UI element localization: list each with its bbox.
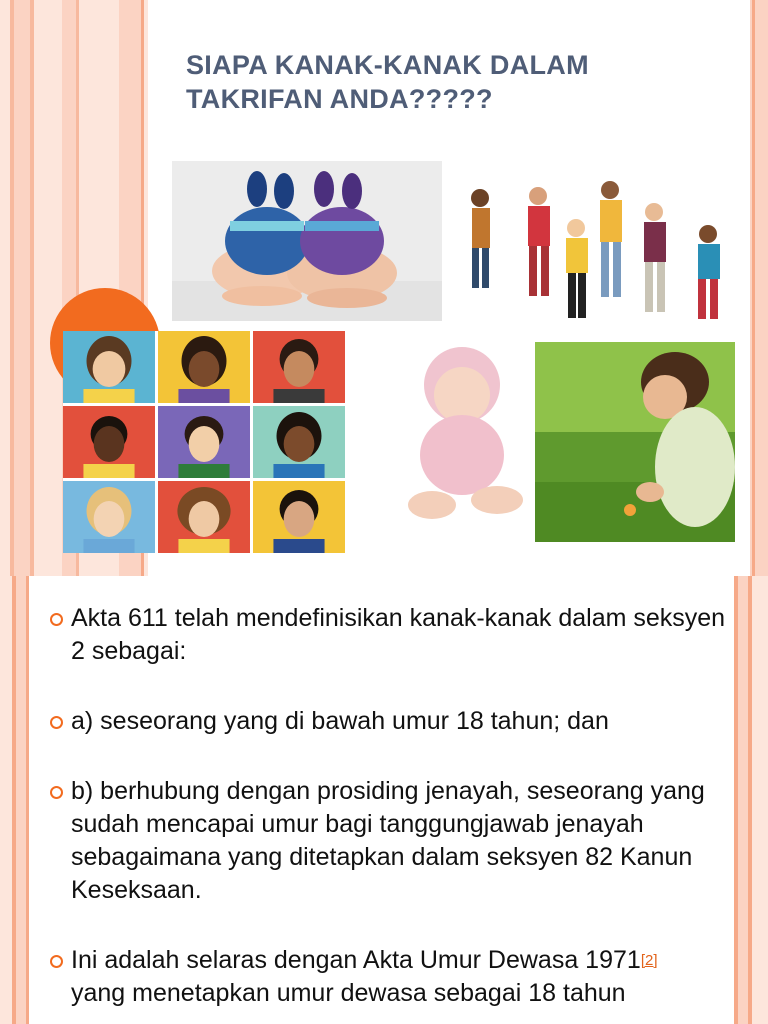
face-tile [253,331,345,403]
bullet-item [50,775,730,907]
bullet-text: b) berhubung dengan prosiding jenayah, seseorang yang sudah mencapai umur bagi tanggungjawab jenayah sebagaimana yang ditetapkan dalam seksyen 82 Kanun Keseksaan. [71,777,705,904]
footnote-reference-link[interactable]: [2] [640,952,658,969]
left-stripe [26,576,29,1024]
bullet-text: Akta 611 telah mendefinisikan kanak-kanak dalam seksyen 2 sebagai: [71,604,726,665]
face-tile [158,481,250,553]
bullet-circle-icon [50,955,63,968]
baby-in-pink-photo [402,340,532,530]
bullet-item [50,602,730,668]
definition-bullet-list [50,602,730,1010]
baby-in-grass-photo [535,342,735,542]
title-line-1: SIAPA KANAK-KANAK DALAM [186,50,589,80]
right-stripe [752,0,755,576]
right-stripe [752,576,768,1024]
face-tile [63,481,155,553]
bullet-text-continuation: yang menetapkan umur dewasa sebagai 18 tahun [71,979,626,1007]
jumping-kids-photo [458,168,740,330]
bullet-text: Ini adalah selaras dengan Akta Umur Dewasa 1971 [71,946,641,974]
bullet-item [50,705,730,738]
face-tile [63,331,155,403]
bullet-item [50,944,730,1010]
bullet-circle-icon [50,613,63,626]
left-stripe [34,0,62,576]
face-tile [253,406,345,478]
left-stripe [0,0,10,576]
left-stripe [14,0,30,576]
left-stripe [0,576,12,1024]
bullet-text: a) seseorang yang di bawah umur 18 tahun; dan [71,707,609,735]
bullet-circle-icon [50,716,63,729]
face-tile [158,331,250,403]
children-faces-grid [63,331,345,553]
face-tile [253,481,345,553]
title-line-2: TAKRIFAN ANDA????? [186,84,493,114]
left-stripe [16,576,26,1024]
sleeping-babies-photo [172,161,442,321]
face-tile [158,406,250,478]
bullet-circle-icon [50,786,63,799]
slide-title [186,48,706,116]
slide-2 [0,576,768,1024]
face-tile [63,406,155,478]
right-stripe [738,576,748,1024]
